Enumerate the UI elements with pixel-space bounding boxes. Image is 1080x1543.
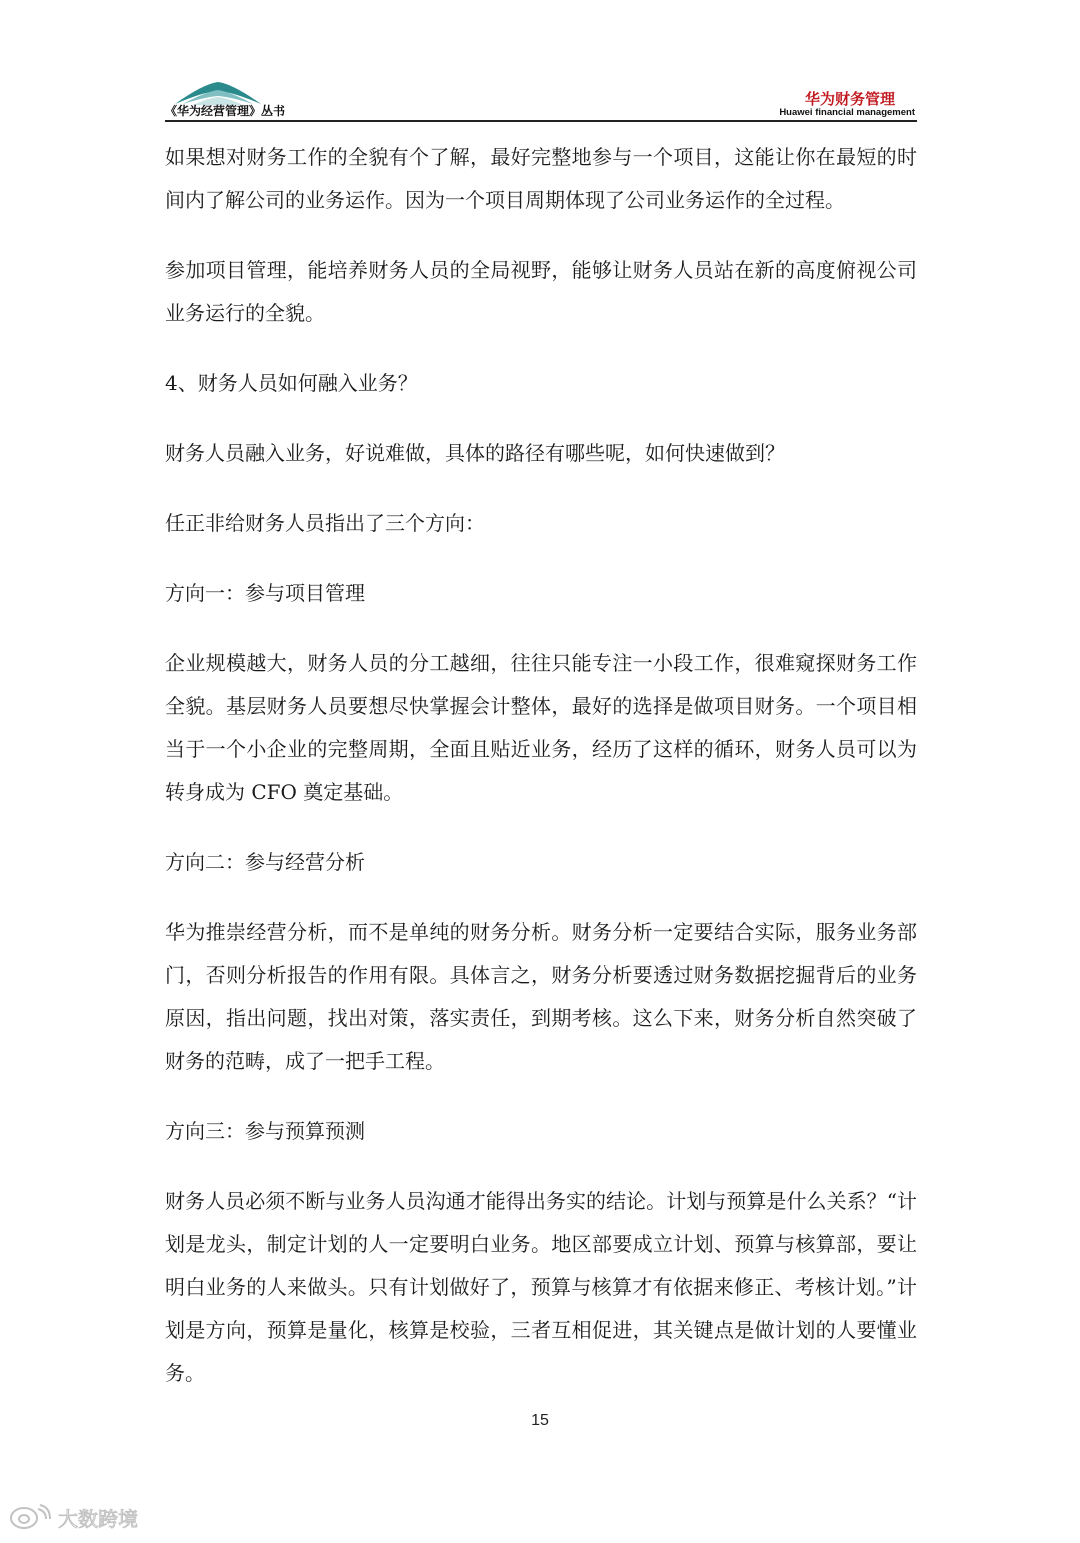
direction-heading: 方向三：参与预算预测 [165, 1119, 365, 1143]
header-divider [165, 120, 917, 122]
paragraph: 华为推崇经营分析，而不是单纯的财务分析。财务分析一定要结合实际，服务业务部门，否则分析报告的作用有限。具体言之，财务分析要透过财务数据挖掘背后的业务原因，指出问题，找出对策，落实责任，到期考核。这么下来，财务分析自然突破了财务的范畴，成了一把手工程。 [165, 920, 917, 1073]
weibo-eye-icon [8, 1503, 52, 1531]
paragraph: 任正非给财务人员指出了三个方向： [165, 511, 485, 535]
watermark [8, 1502, 138, 1532]
paragraph: 参加项目管理，能培养财务人员的全局视野，能够让财务人员站在新的高度俯视公司业务运行的全貌。 [165, 258, 917, 325]
series-title: 《华为经营管理》丛书 [165, 104, 286, 118]
paragraph: 财务人员融入业务，好说难做，具体的路径有哪些呢，如何快速做到？ [165, 441, 785, 465]
watermark-text: 大数跨境 [58, 1506, 138, 1531]
page-body [165, 136, 917, 1422]
section-heading: 4、财务人员如何融入业务？ [165, 371, 418, 395]
paragraph: 企业规模越大，财务人员的分工越细，往往只能专注一小段工作，很难窥探财务工作全貌。基层财务人员要想尽快掌握会计整体，最好的选择是做项目财务。一个项目相当于一个小企业的完整周期，全面且贴近业务，经历了这样的循环，财务人员可以为转身成为 CFO 奠定基础。 [165, 651, 917, 804]
page-number: 15 [531, 1412, 549, 1429]
paragraph: 财务人员必须不断与业务人员沟通才能得出务实的结论。计划与预算是什么关系？“计划是龙头，制定计划的人一定要明白业务。地区部要成立计划、预算与核算部，要让明白业务的人来做头。只有计划做好了，预算与核算才有依据来修正、考核计划。”计划是方向，预算是量化，核算是校验，三者互相促进，其关键点是做计划的人要懂业务。 [165, 1189, 917, 1385]
brand-name-english: Huawei financial management [779, 107, 915, 118]
page-header [165, 74, 917, 122]
paragraph: 如果想对财务工作的全貌有个了解，最好完整地参与一个项目，这能让你在最短的时间内了解公司的业务运作。因为一个项目周期体现了公司业务运作的全过程。 [165, 145, 917, 212]
direction-heading: 方向二：参与经营分析 [165, 850, 365, 874]
brand-name-chinese: 华为财务管理 [804, 90, 895, 108]
direction-heading: 方向一：参与项目管理 [165, 581, 365, 605]
